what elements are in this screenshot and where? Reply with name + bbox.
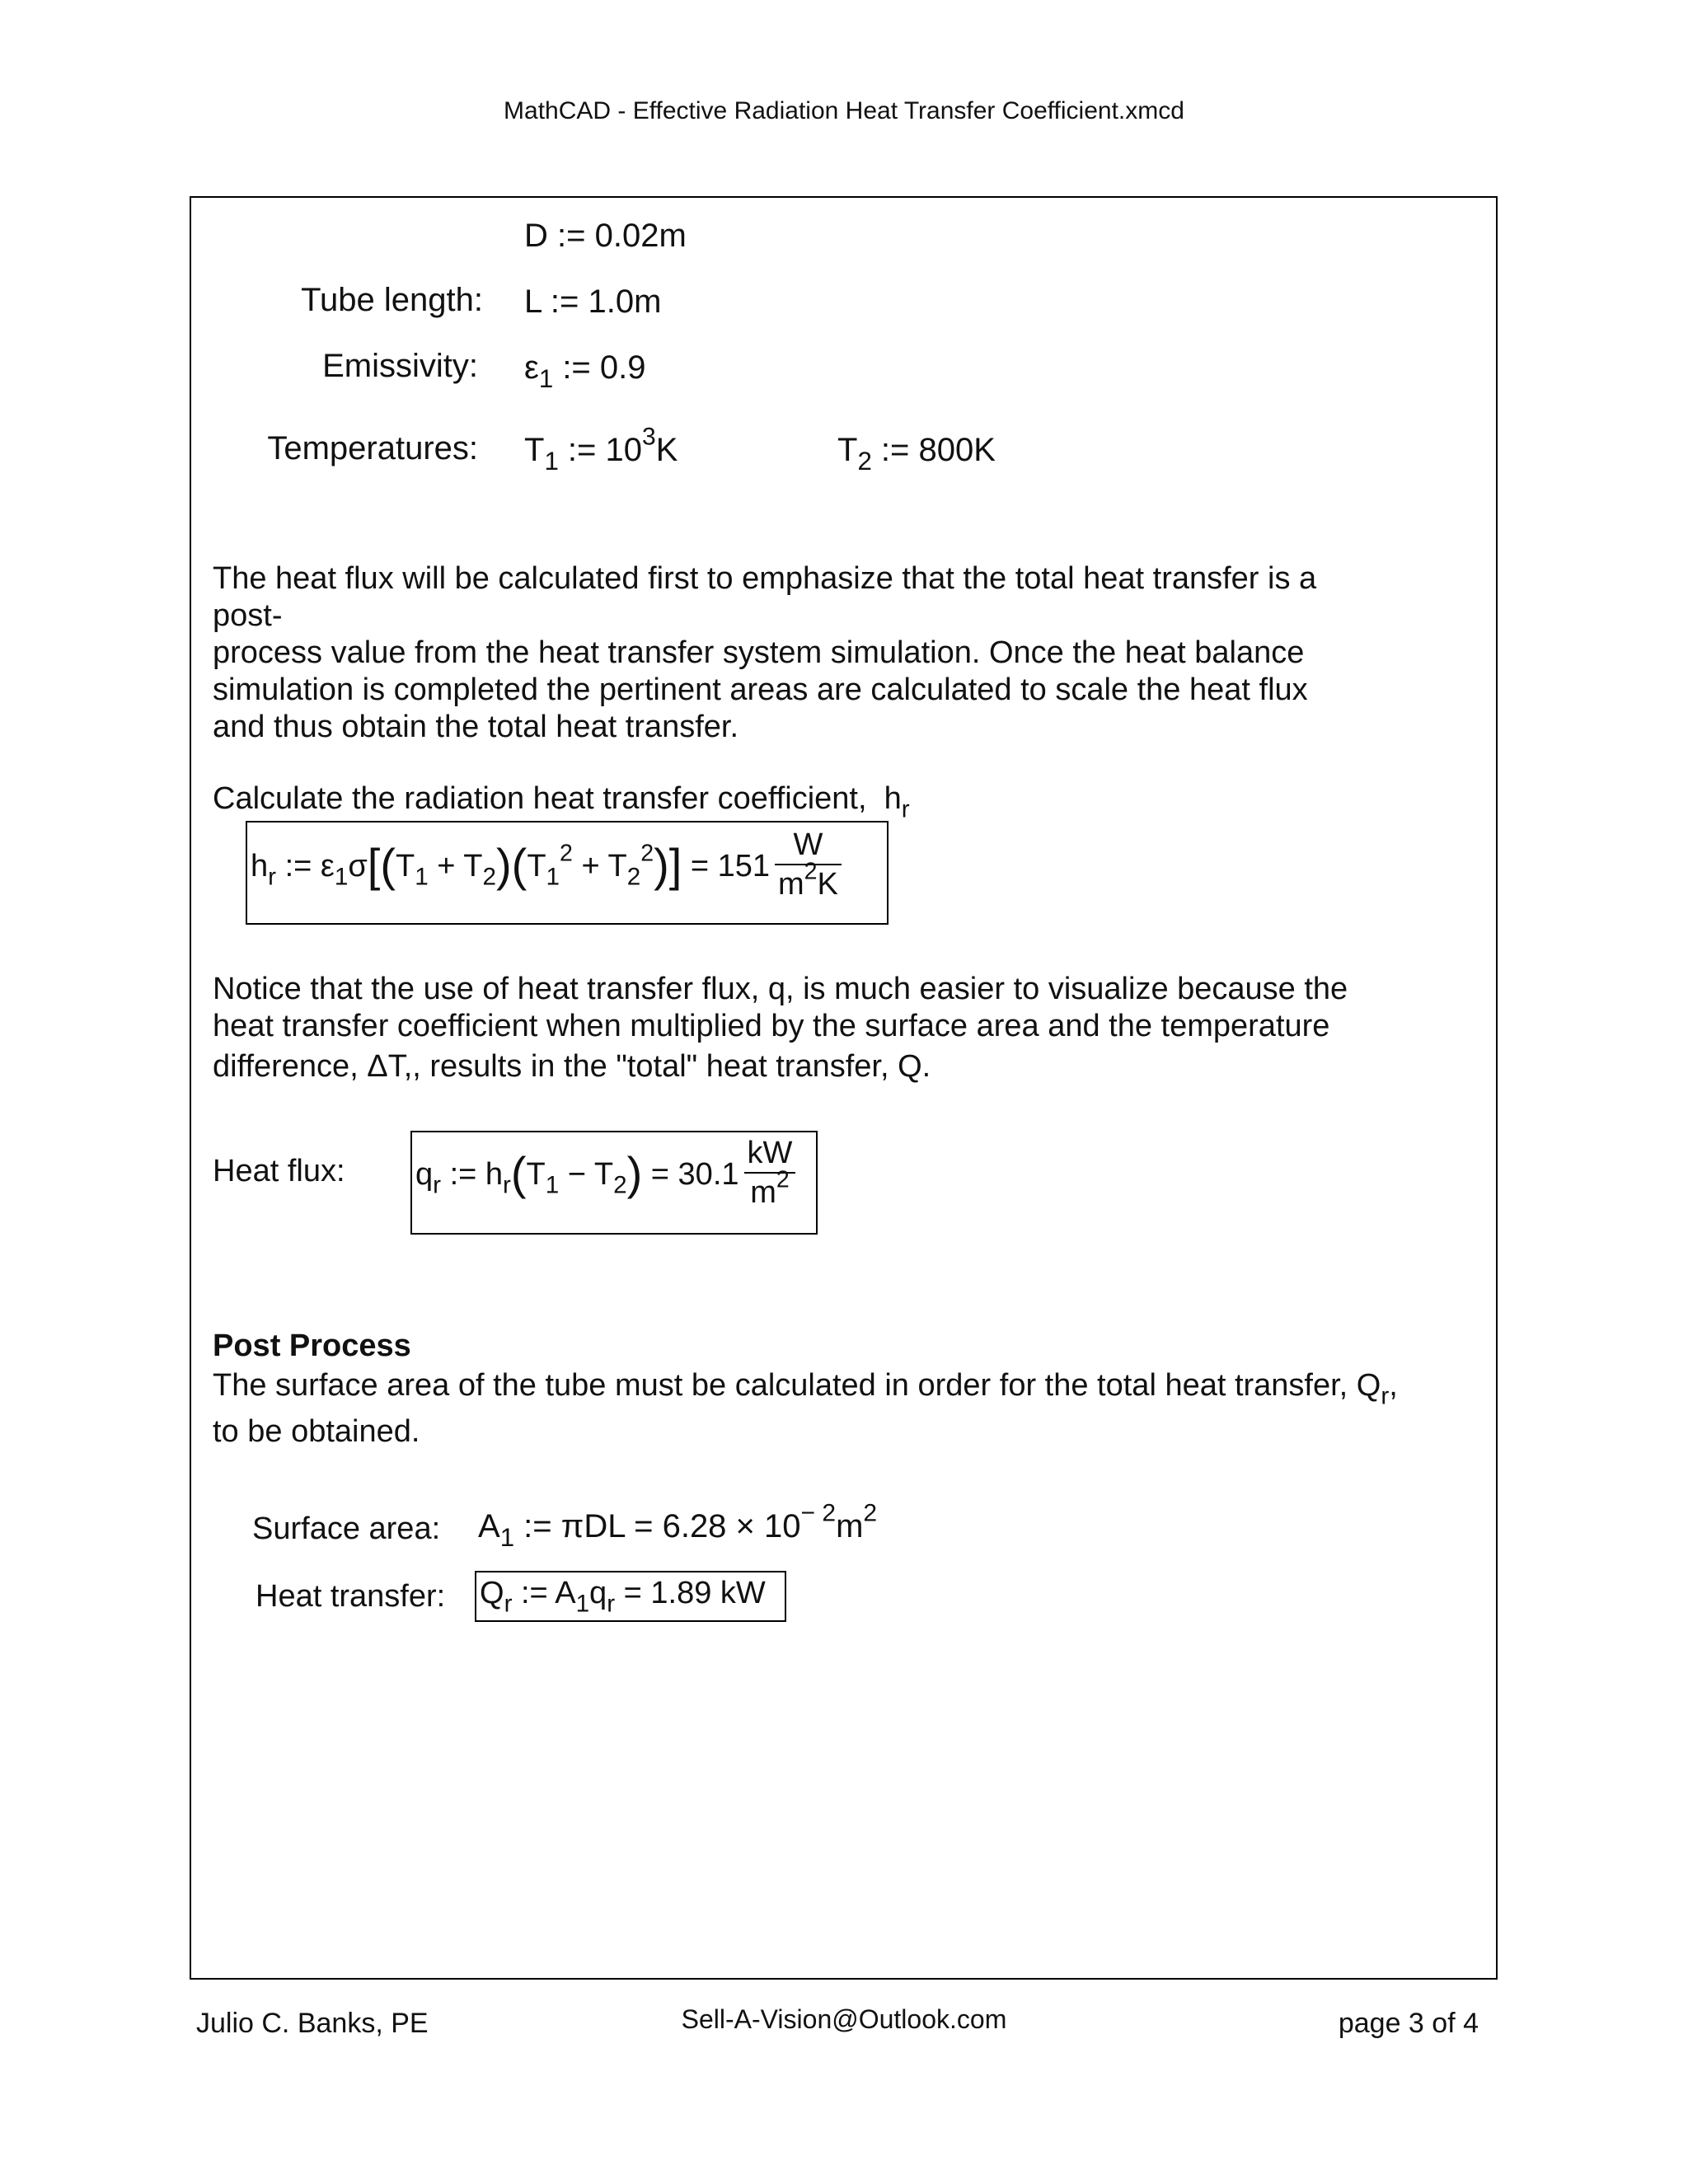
- emissivity-definition: $\varepsilon_1$ := 0.9: [524, 349, 646, 393]
- Qr-result: 1.89: [650, 1576, 712, 1610]
- hr-unit-numerator: W: [775, 826, 842, 865]
- page-header-title: MathCAD - Effective Radiation Heat Transfer Coefficient.xmcd: [504, 97, 1184, 124]
- intro-paragraph: The heat flux will be calculated first to emphasize that the total heat transfer is a post- process value from the heat transfer system simulation. Once the heat balance simulation is completed the pertinent areas are calculated to scale the heat flux and thus obtain the total heat transfer.: [213, 561, 1317, 744]
- post-process-line2: to be obtained.: [213, 1414, 420, 1449]
- t2-definition: $T_2$ := 800K: [837, 432, 996, 476]
- post-process-title: Post Process: [213, 1329, 411, 1363]
- footer-author: Julio C. Banks, PE: [196, 2008, 429, 2039]
- t1-definition: $T_1$ := $10^3K$: [524, 423, 678, 476]
- heat-flux-label: Heat flux:: [213, 1154, 345, 1188]
- qr-unit-numerator: kW: [744, 1134, 796, 1174]
- length-label: Tube length:: [301, 282, 483, 318]
- length-definition: L := 1.0m: [524, 284, 662, 320]
- Qr-equation: $Q_r$ := $A_1q_r = 1.89$ kW: [480, 1576, 766, 1618]
- area-result: 6.28: [662, 1508, 727, 1544]
- notice-paragraph: Notice that the use of heat transfer flux, q, is much easier to visualize because the heat transfer coefficient when multiplied by the surface area and the temperature difference, ΔT,, results in the "total" heat transfer, Q.: [213, 972, 1348, 1084]
- emissivity-label: Emissivity:: [322, 348, 478, 384]
- diameter-definition: D := 0.02m: [524, 218, 687, 254]
- heat-transfer-label: Heat transfer:: [256, 1579, 446, 1614]
- post-process-line1: The surface area of the tube must be calculated in order for the total heat transfer, $Q_r$,: [213, 1368, 1398, 1410]
- footer-email: Sell-A-Vision@Outlook.com: [681, 2004, 1007, 2034]
- temperatures-label: Temperatures:: [267, 430, 478, 466]
- surface-area-label: Surface area:: [252, 1511, 441, 1546]
- calc-hr-heading: Calculate the radiation heat transfer coefficient, $h_r$: [213, 781, 910, 823]
- hr-equation: $h_r$ := $\varepsilon_1\sigma[(T_1 + T_2)(T_1^2 + T_2^2)] = 151$ $\frac{W}{m^2K}$: [251, 826, 842, 903]
- hr-result: 151: [717, 848, 771, 883]
- surface-area-equation: $A_1$ := $\pi DL = 6.28 \times 10^{- 2}m^2$: [478, 1499, 878, 1552]
- qr-result: 30.1: [678, 1156, 739, 1192]
- footer-page-number: page 3 of 4: [1338, 2008, 1479, 2039]
- qr-equation: $q_r$ := $h_r(T_1 - T_2) = 30.1$ $\frac{kW}{m^2}$: [415, 1134, 795, 1212]
